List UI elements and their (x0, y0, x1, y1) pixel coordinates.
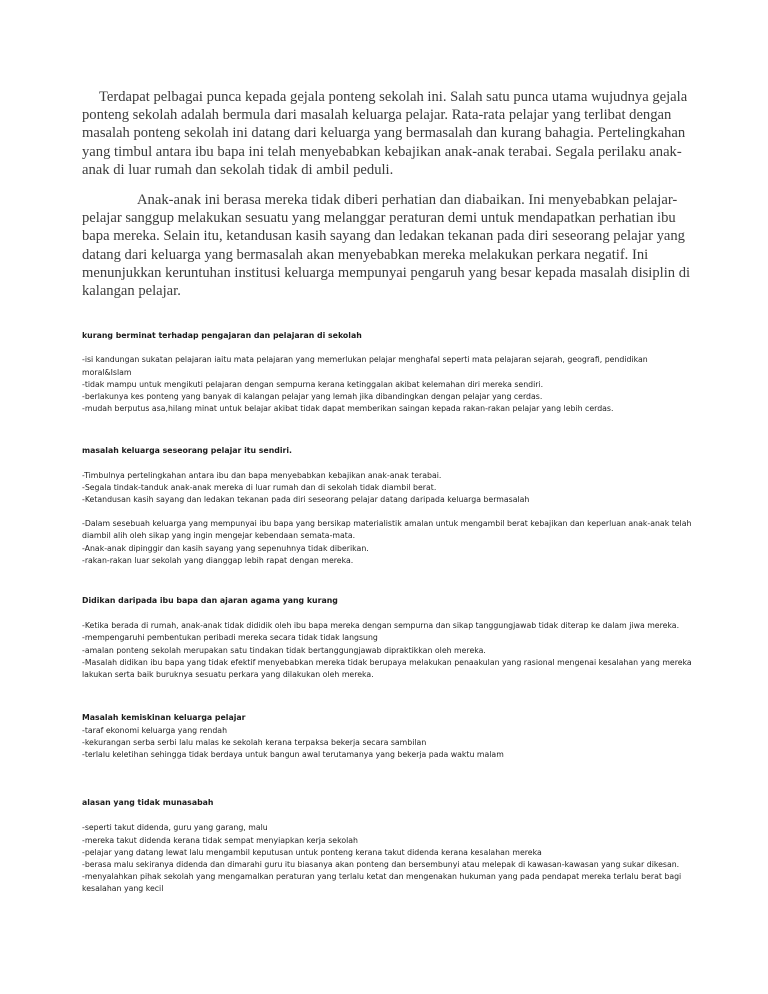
list-item: -Dalam sesebuah keluarga yang mempunyai ibu bapa yang bersikap materialistik amalan untuk mengambil berat kebajikan dan keperluan anak-anak telah diambil alih oleh sikap yang ingin mengejar kebendaan semata-mata. (82, 519, 692, 541)
section-body (82, 354, 692, 415)
list-item: -mempengaruhi pembentukan peribadi mereka secara tidak tidak langsung (82, 633, 378, 643)
document-page (82, 88, 692, 896)
list-item: -rakan-rakan luar sekolah yang dianggap lebih rapat dengan mereka. (82, 555, 354, 565)
list-item: -berlakunya kes ponteng yang banyak di kalangan pelajar yang lemah jika dibandingkan dengan pelajar yang cerdas. (82, 392, 543, 402)
list-item: -terlalu keletihan sehingga tidak berdaya untuk bangun awal terutamanya yang bekerja pada waktu malam (82, 749, 504, 759)
list-item: -Anak-anak dipinggir dan kasih sayang yang sepenuhnya tidak diberikan. (82, 543, 369, 553)
section-body-continued (82, 518, 692, 567)
list-item: -kekurangan serba serbi lalu malas ke sekolah kerana terpaksa bekerja secara sambilan (82, 737, 427, 747)
list-item: -seperti takut didenda, guru yang garang, malu (82, 823, 268, 833)
list-item: -taraf ekonomi keluarga yang rendah (82, 725, 228, 735)
section-body (82, 620, 692, 681)
list-item: -berasa malu sekiranya didenda dan dimarahi guru itu biasanya akan ponteng dan bersembunyi atau melepak di kawasan-kawasan yang sukar dikesan. (82, 859, 680, 869)
section-body (82, 822, 692, 895)
list-item: -Segala tindak-tanduk anak-anak mereka di luar rumah dan di sekolah tidak diambil berat. (82, 482, 437, 492)
list-item: -Ketika berada di rumah, anak-anak tidak dididik oleh ibu bapa mereka dengan sempurna dan sikap tanggungjawab tidak diterap ke dalam jiwa mereka. (82, 621, 680, 631)
section-heading: masalah keluarga seseorang pelajar itu sendiri. (82, 446, 292, 456)
section-heading: Masalah kemiskinan keluarga pelajar (82, 713, 246, 723)
list-item: -pelajar yang datang lewat lalu mengambil keputusan untuk ponteng kerana takut didenda kerana kesalahan mereka (82, 847, 542, 857)
intro-paragraph-2: Anak-anak ini berasa mereka tidak diberi perhatian dan diabaikan. Ini menyebabkan pelajar-pelajar sanggup melakukan sesuatu yang melanggar peraturan demi untuk mendapatkan perhatian ibu bapa mereka. Selain itu, ketandusan kasih sayang dan ledakan tekanan pada diri seseorang pelajar yang datang dari keluarga yang bermasalah akan menyebabkan mereka melakukan perkara negatif. Ini menunjukkan keruntuhan institusi keluarga mempunyai pengaruh yang besar kepada masalah disiplin di kalangan pelajar. (82, 192, 691, 300)
list-item: -menyalahkan pihak sekolah yang mengamalkan peraturan yang terlalu ketat dan mengenakan hukuman yang pada pendapat mereka terlalu berat bagi kesalahan yang kecil (82, 872, 682, 894)
section-heading: alasan yang tidak munasabah (82, 798, 214, 808)
list-item: -Timbulnya pertelingkahan antara ibu dan bapa menyebabkan kebajikan anak-anak terabai. (82, 470, 442, 480)
section-kemiskinan (82, 712, 692, 761)
section-didikan (82, 595, 692, 681)
list-item: -Masalah didikan ibu bapa yang tidak efektif menyebabkan mereka tidak berupaya melakukan penaakulan yang rasional mengenai kesalahan yang mereka lakukan serta baik buruknya sesuatu perkara yang dilakukan oleh mereka. (82, 657, 692, 680)
section-masalah-keluarga (82, 445, 692, 567)
list-item: -mudah berputus asa,hilang minat untuk belajar akibat tidak dapat memberikan saingan kepada rakan-rakan pelajar yang lebih cerdas. (82, 404, 614, 414)
section-body (82, 725, 692, 762)
section-heading: kurang berminat terhadap pengajaran dan pelajaran di sekolah (82, 331, 362, 341)
section-kurang-berminat (82, 330, 692, 415)
section-heading: Didikan daripada ibu bapa dan ajaran agama yang kurang (82, 596, 338, 606)
list-item: -mereka takut didenda kerana tidak sempat menyiapkan kerja sekolah (82, 835, 358, 845)
section-body (82, 470, 692, 507)
list-item: -Ketandusan kasih sayang dan ledakan tekanan pada diri seseorang pelajar datang daripada keluarga bermasalah (82, 495, 530, 505)
list-item: -amalan ponteng sekolah merupakan satu tindakan tidak bertanggungjawab dipraktikkan oleh mereka. (82, 645, 486, 655)
intro-paragraph-1: Terdapat pelbagai punca kepada gejala ponteng sekolah ini. Salah satu punca utama wujudnya gejala ponteng sekolah adalah bermula dari masalah keluarga pelajar. Rata-rata pelajar yang terlibat dengan masalah ponteng sekolah ini datang dari keluarga yang bermasalah dan kurang bahagia. Pertelingkahan yang timbul antara ibu bapa ini telah menyebabkan kebajikan anak-anak terabai. Segala perilaku anak-anak di luar rumah dan sekolah tidak di ambil peduli. (82, 89, 688, 178)
list-item: -tidak mampu untuk mengikuti pelajaran dengan sempurna kerana ketinggalan akibat kelemahan diri mereka sendiri. (82, 379, 544, 389)
section-alasan (82, 797, 692, 895)
list-item: -isi kandungan sukatan pelajaran iaitu mata pelajaran yang memerlukan pelajar menghafal seperti mata pelajaran sejarah, geografi, pendidikan moral&Islam (82, 355, 648, 377)
